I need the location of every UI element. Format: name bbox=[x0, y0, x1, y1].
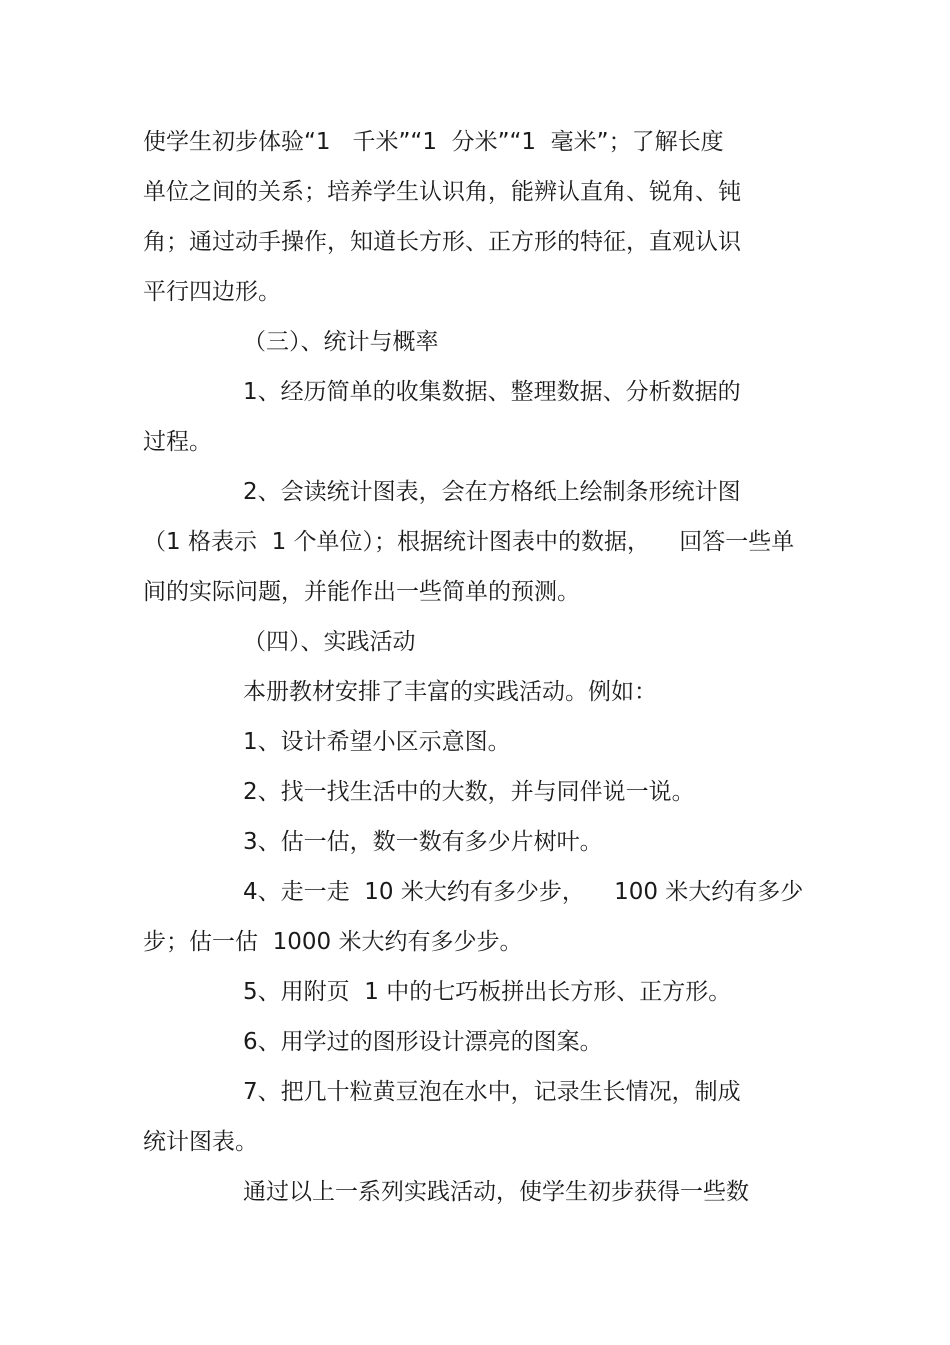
text-line: 过程。 bbox=[143, 429, 212, 455]
text-line: 平行四边形。 bbox=[143, 279, 281, 305]
list-item: 5、用附页 1 中的七巧板拼出长方形、正方形。 bbox=[243, 979, 732, 1005]
text-line: 角；通过动手操作，知道长方形、正方形的特征，直观认识 bbox=[143, 229, 741, 255]
text-line: 间的实际问题，并能作出一些简单的预测。 bbox=[143, 579, 580, 605]
text-line: 步；估一估 1000 米大约有多少步。 bbox=[143, 929, 523, 955]
list-item: 2、找一找生活中的大数，并与同伴说一说。 bbox=[243, 779, 695, 805]
list-item: 6、用学过的图形设计漂亮的图案。 bbox=[243, 1029, 603, 1055]
list-item: 4、走一走 10 米大约有多少步， 100 米大约有多少 bbox=[243, 879, 804, 905]
text-line: 本册教材安排了丰富的实践活动。例如： bbox=[243, 679, 657, 705]
text-line: 统计图表。 bbox=[143, 1129, 258, 1155]
text-line: （1 格表示 1 个单位）；根据统计图表中的数据， 回答一些单 bbox=[143, 529, 795, 555]
text-line: 2、会读统计图表，会在方格纸上绘制条形统计图 bbox=[243, 479, 741, 505]
list-item: 7、把几十粒黄豆泡在水中，记录生长情况，制成 bbox=[243, 1079, 741, 1105]
list-item: 1、设计希望小区示意图。 bbox=[243, 729, 511, 755]
text-line: 1、经历简单的收集数据、整理数据、分析数据的 bbox=[243, 379, 741, 405]
section-heading: （四）、实践活动 bbox=[243, 629, 416, 655]
list-item: 3、估一估，数一数有多少片树叶。 bbox=[243, 829, 603, 855]
text-line: 通过以上一系列实践活动，使学生初步获得一些数 bbox=[243, 1179, 749, 1205]
text-line: 单位之间的关系；培养学生认识角，能辨认直角、锐角、钝 bbox=[143, 179, 741, 205]
text-line: 使学生初步体验“1 千米”“1 分米”“1 毫米”；了解长度 bbox=[143, 129, 724, 155]
section-heading: （三）、统计与概率 bbox=[243, 329, 439, 355]
